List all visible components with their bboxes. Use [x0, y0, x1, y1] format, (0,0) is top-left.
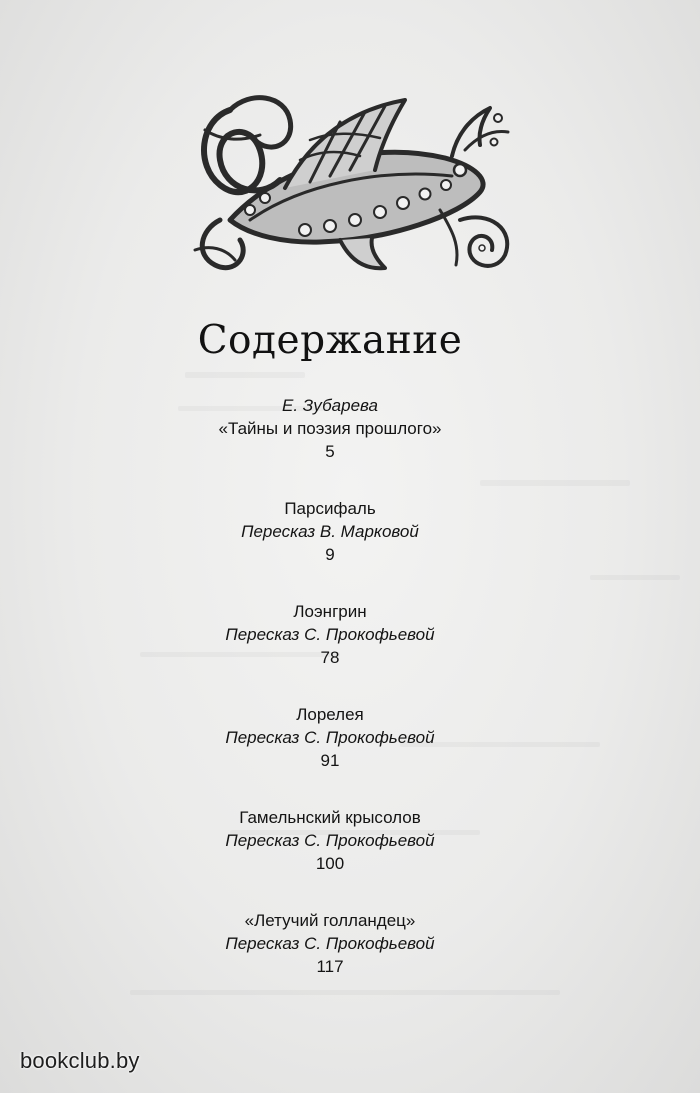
- entry-page-number: 117: [316, 957, 344, 976]
- entry-title: Парсифаль: [284, 499, 376, 518]
- entry-page-number: 9: [325, 545, 335, 564]
- entry-title: Лорелея: [296, 705, 364, 724]
- toc-entry: [0, 394, 660, 463]
- entry-credit: Пересказ В. Марковой: [241, 522, 419, 541]
- entry-credit: Пересказ С. Прокофьевой: [225, 831, 435, 850]
- toc-entry: [0, 600, 660, 669]
- entry-title: Лоэнгрин: [293, 602, 367, 621]
- table-of-contents: [0, 394, 660, 1012]
- entry-page-number: 91: [320, 751, 340, 770]
- toc-entry: [0, 806, 660, 875]
- entry-page-number: 100: [315, 854, 345, 873]
- toc-entry: [0, 909, 660, 978]
- celtic-fish-ornament-icon: [190, 70, 520, 285]
- page-title: Содержание: [197, 318, 463, 363]
- entry-credit: Пересказ С. Прокофьевой: [225, 728, 435, 747]
- entry-credit: Пересказ С. Прокофьевой: [225, 625, 435, 644]
- entry-page-number: 78: [320, 648, 340, 667]
- show-through-mark: [185, 372, 305, 378]
- toc-entry: [0, 703, 660, 772]
- entry-page-number: 5: [325, 442, 335, 461]
- entry-title: «Тайны и поэзия прошлого»: [218, 419, 442, 438]
- toc-entry: [0, 497, 660, 566]
- entry-credit: Пересказ С. Прокофьевой: [225, 934, 435, 953]
- entry-title: Гамельнский крысолов: [239, 808, 421, 827]
- watermark-text: bookclub.by: [20, 1048, 140, 1073]
- entry-title: «Летучий голландец»: [244, 911, 416, 930]
- entry-author: Е. Зубарева: [282, 396, 378, 415]
